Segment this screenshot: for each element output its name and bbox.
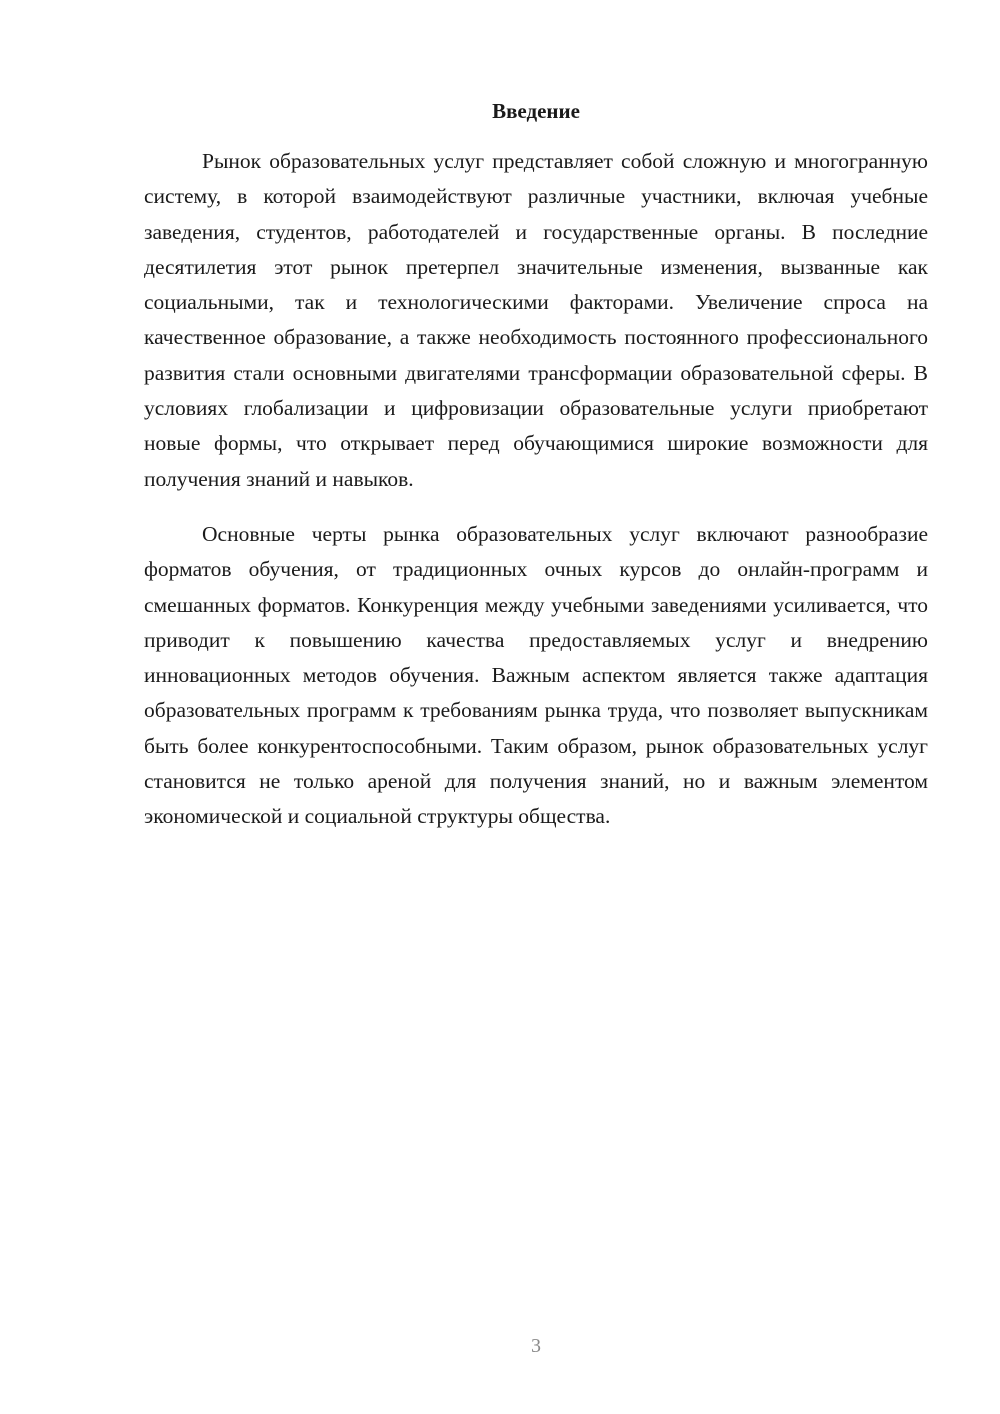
paragraph-2: Основные черты рынка образовательных услуг включают разнообразие форматов обучения, от традиционных очных курсов до онлайн-программ и смешанных форматов. Конкуренция между учебными заведениями усиливается, что приводит к повышению качества предоставляемых услуг и внедрению инновационных методов обучения. Важным аспектом является также адаптация образовательных программ к требованиям рынка труда, что позволяет выпускникам быть более конкурентоспособными. Таким образом, рынок образовательных услуг становится не только ареной для получения знаний, но и важным элементом экономической и социальной структуры общества. — [144, 521, 928, 829]
section-title: Введение — [492, 99, 580, 123]
page-number: 3 — [531, 1335, 541, 1357]
body-text — [144, 144, 928, 835]
paragraph-1: Рынок образовательных услуг представляет собой сложную и многогранную систему, в которой взаимодействуют различные участники, включая учебные заведения, студентов, работодателей и государственные органы. В последние десятилетия этот рынок претерпел значительные изменения, вызванные как социальными, так и технологическими факторами. Увеличение спроса на качественное образование, а также необходимость постоянного профессионального развития стали основными двигателями трансформации образовательной сферы. В условиях глобализации и цифровизации образовательные услуги приобретают новые формы, что открывает перед обучающимися широкие возможности для получения знаний и навыков. — [144, 149, 928, 491]
